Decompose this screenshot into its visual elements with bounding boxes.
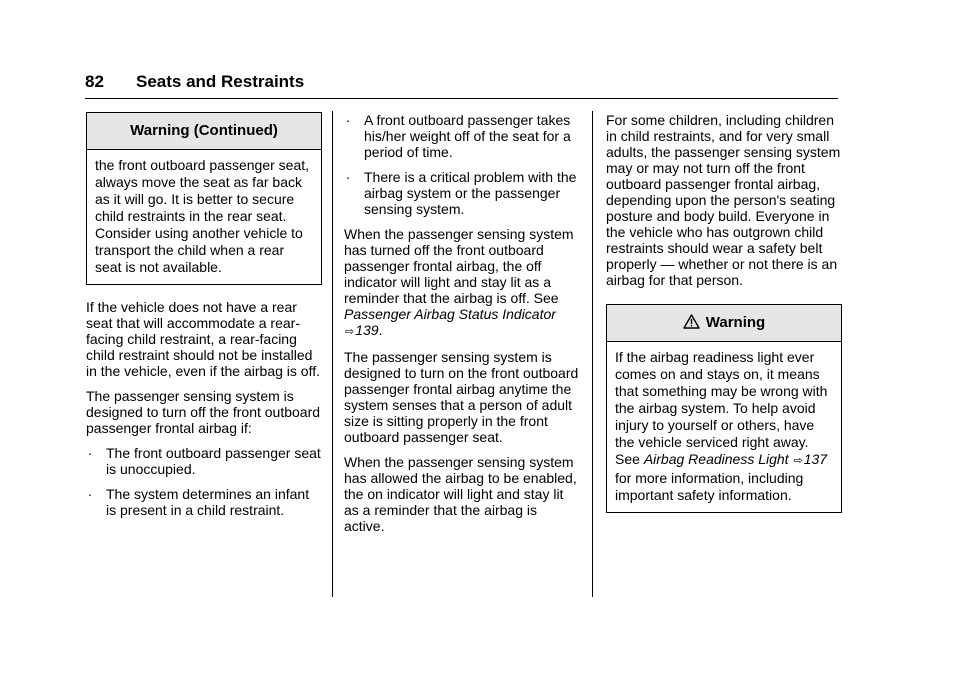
page-number: 82: [85, 72, 104, 91]
bullet-marker: .: [346, 166, 350, 182]
bullet-marker: .: [88, 483, 92, 499]
bullet-marker: .: [346, 109, 350, 125]
warning-triangle-icon: [683, 314, 700, 333]
warning-continued-body: [87, 150, 321, 284]
bullet-marker: .: [88, 442, 92, 458]
column-1: [86, 112, 322, 527]
paragraph: If the vehicle does not have a rear seat that will accommodate a rear-facing child restraint, a rear-facing child restraint should not be installed in the vehicle, even if the airbag is off.: [86, 299, 320, 379]
paragraph: For some children, including children in child restraints, and for very small adults, the passenger sensing system may or may not turn off the front outboard passenger frontal airbag, depending upon the person's seating posture and body build. Everyone in the vehicle who has outgrown child restraints should wear a safety belt properly — whether or not there is an airbag for that person.: [606, 112, 841, 288]
bullet-item: [344, 109, 580, 160]
warning-text: [615, 349, 833, 504]
paragraph: The passenger sensing system is designed to turn off the front outboard passenger frontal airbag if:: [86, 388, 321, 436]
column-2: [344, 109, 580, 543]
header-rule: [85, 98, 838, 99]
column-divider-left: [332, 111, 333, 597]
column-divider-right: [592, 111, 593, 597]
page-reference[interactable]: 139: [355, 322, 379, 338]
paragraph-text: When the passenger sensing system has turned off the front outboard passenger frontal airbag, the off indicator will light and stay lit as a reminder that the airbag is off. See: [344, 226, 574, 306]
bullet-item: [344, 166, 580, 217]
warning-continued-text: the front outboard passenger seat, always move the seat as far back as it will go. It is better to secure child restraints in the rear seat. Consider using another vehicle to transport the child when a rear seat is not available.: [95, 157, 310, 275]
paragraph: The passenger sensing system is designed to turn on the front outboard passenger frontal airbag anytime the system senses that a person of adult size is sitting properly in the front outboard passenger seat.: [344, 349, 579, 445]
warning-box: [606, 304, 842, 513]
warning-body: [607, 342, 841, 512]
page-reference-arrow-icon: ⇨: [793, 455, 803, 467]
warning-title-bar: [607, 305, 841, 342]
bullet-item: [86, 442, 322, 477]
passenger-airbag-status-link[interactable]: Passenger Airbag Status Indicator: [344, 306, 556, 322]
page-reference-arrow-icon: ⇨: [345, 326, 355, 338]
warning-continued-box: [86, 112, 322, 285]
bullet-text: A front outboard passenger takes his/her weight off of the seat for a period of time.: [364, 112, 571, 160]
airbag-readiness-light-link[interactable]: Airbag Readiness Light: [643, 451, 789, 467]
bullet-text: The system determines an infant is present in a child restraint.: [106, 486, 310, 518]
warning-continued-title: Warning (Continued): [87, 113, 321, 150]
section-title: Seats and Restraints: [136, 72, 305, 91]
page-reference[interactable]: 137: [803, 451, 828, 467]
warning-title: Warning: [705, 314, 766, 331]
warning-text-tail: for more information, including important safety information.: [615, 470, 804, 503]
warning-text-main: If the airbag readiness light ever comes on and stays on, it means that something may be wrong with the airbag system. To help avoid injury to yourself or others, have the vehicle serviced right away. See: [615, 349, 828, 467]
column-3: [606, 112, 842, 527]
bullet-text: There is a critical problem with the airbag system or the passenger sensing system.: [364, 169, 577, 217]
paragraph: When the passenger sensing system has allowed the airbag to be enabled, the on indicator will light and stay lit as a reminder that the airbag is active.: [344, 454, 577, 534]
paragraph: When the passenger sensing system has turned off the front outboard passenger frontal airbag, the off indicator will light and stay lit as a reminder that the airbag is off. See Passenger Airbag Status Indicator ⇨139.: [344, 226, 574, 338]
bullet-text: The front outboard passenger seat is unoccupied.: [106, 445, 321, 477]
bullet-item: [86, 483, 322, 518]
